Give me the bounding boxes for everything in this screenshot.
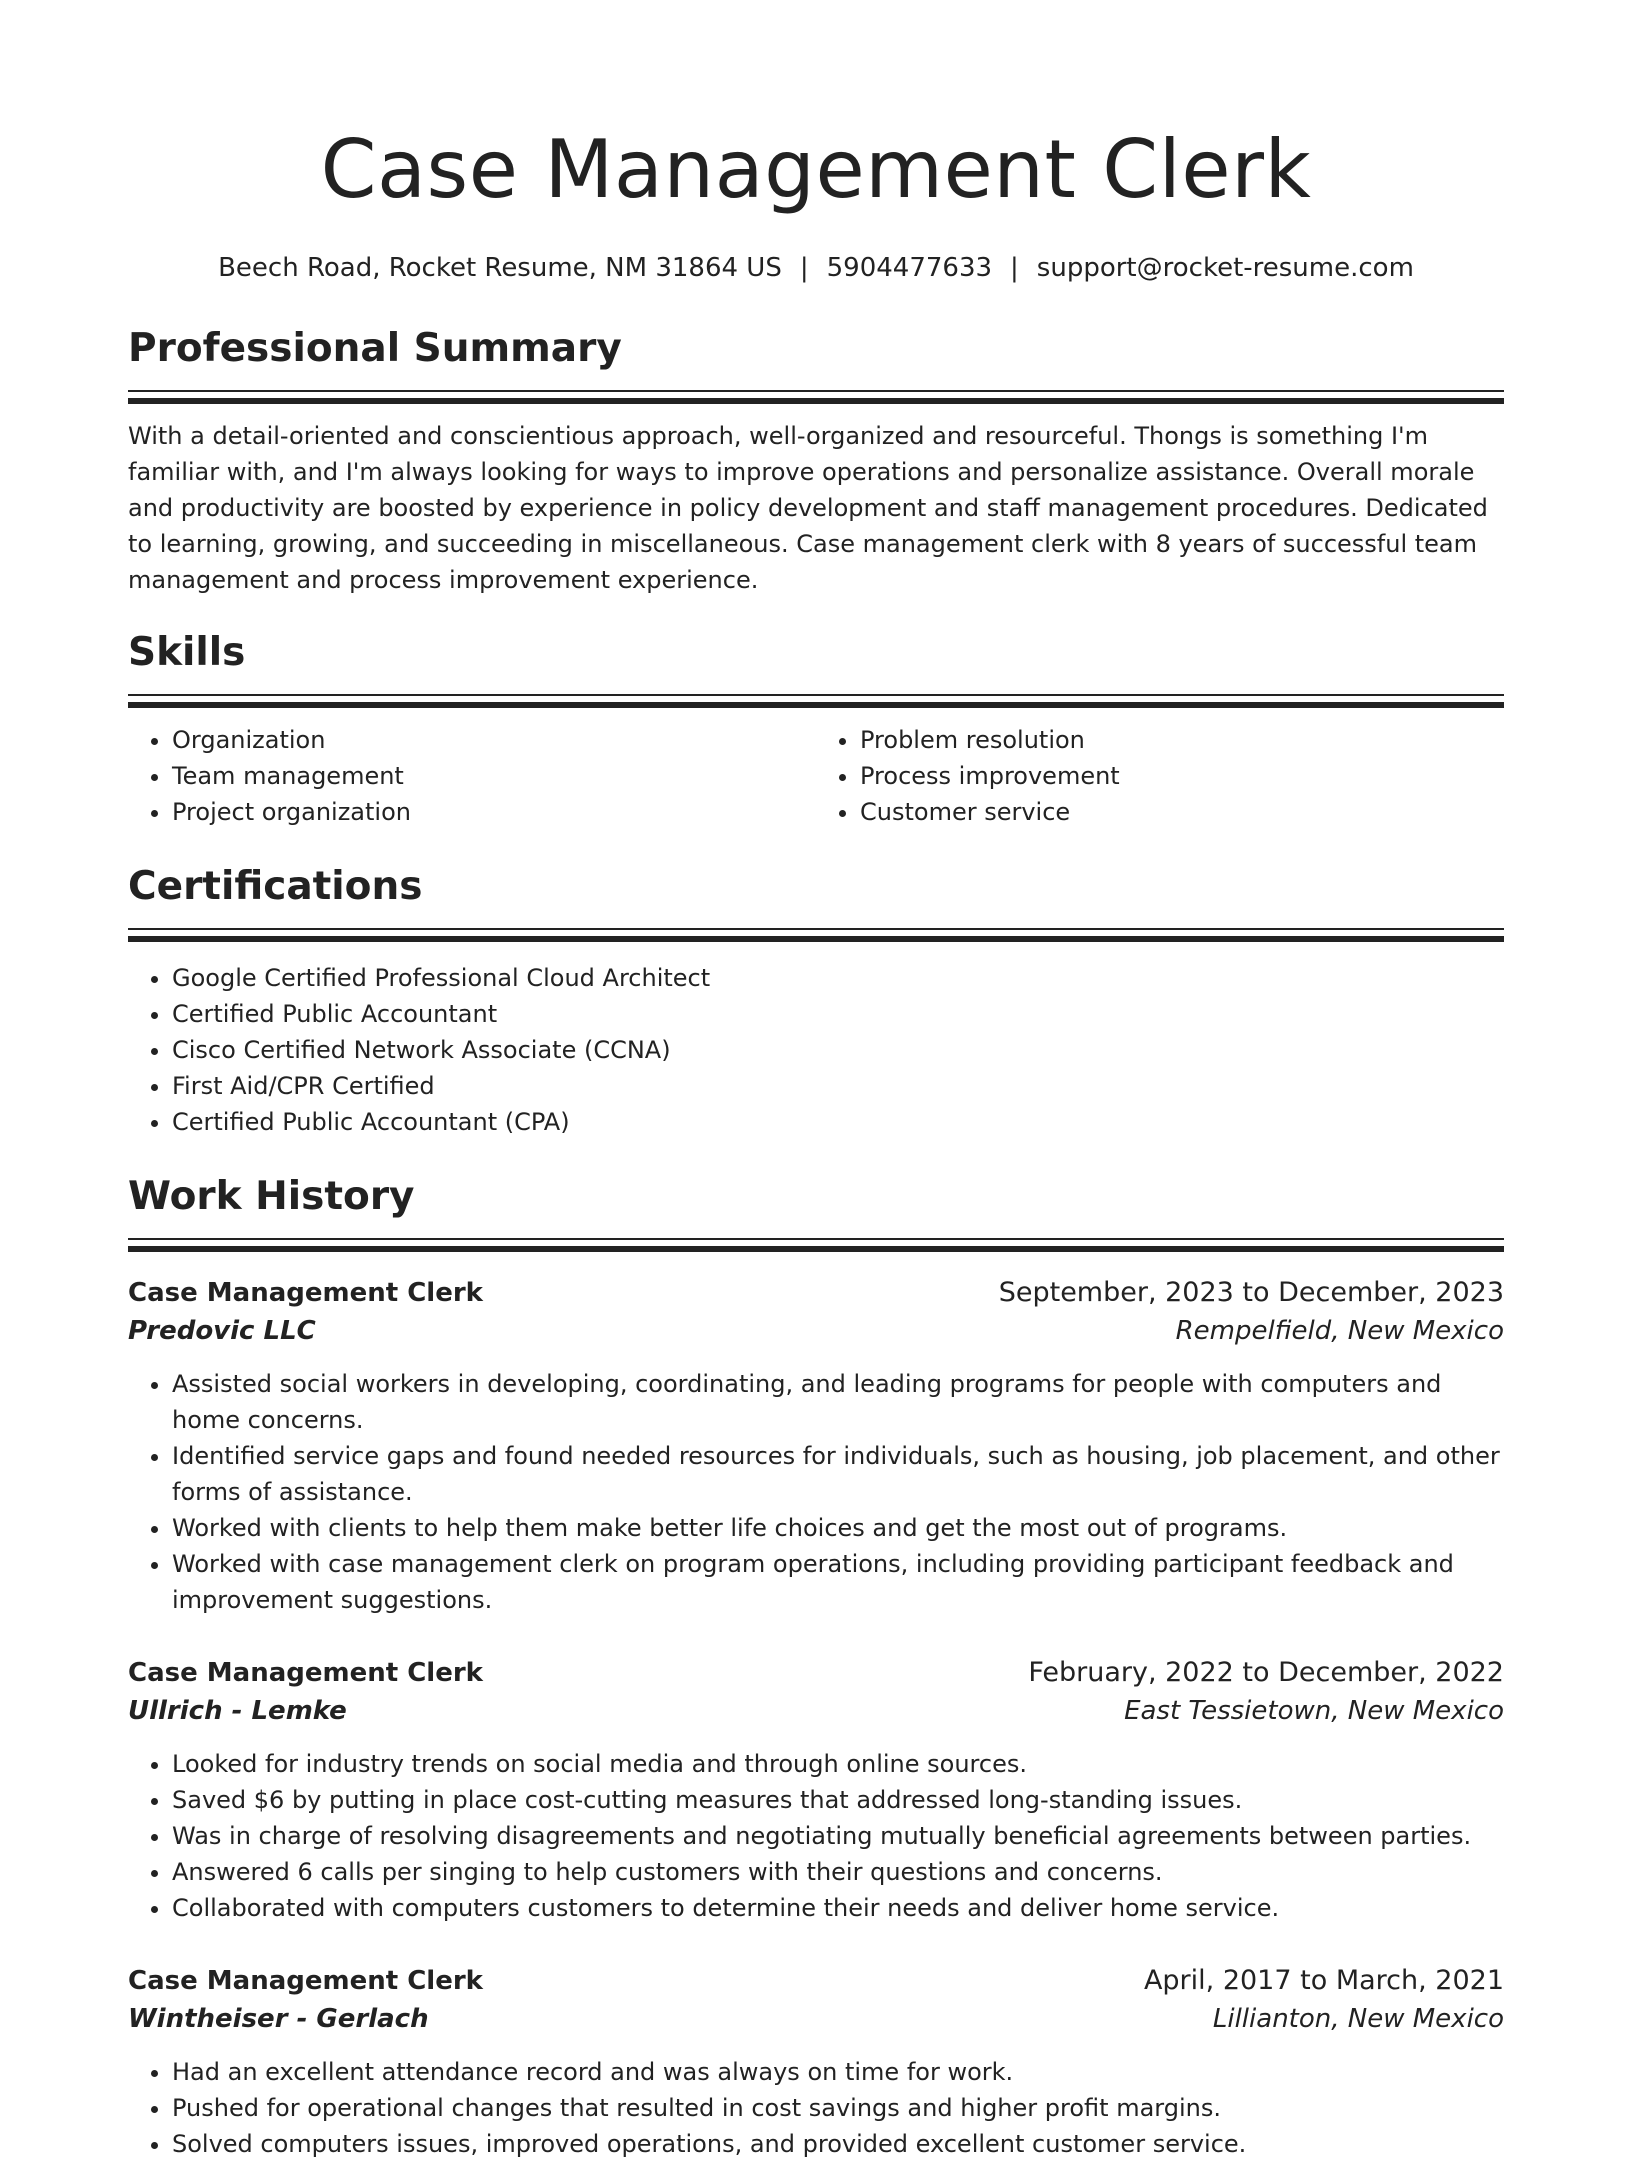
section-title-summary: Professional Summary xyxy=(128,326,622,371)
job-dates: February, 2022 to December, 2022 xyxy=(1028,1657,1504,1688)
skill-item: • Team management xyxy=(172,758,816,794)
job-entry xyxy=(128,1274,1504,1618)
job-bullet: • Looked for industry trends on social media and through online sources. xyxy=(172,1746,1504,1782)
section-divider xyxy=(128,928,1504,942)
skills-list-right xyxy=(816,722,1504,830)
job-title: Case Management Clerk xyxy=(128,1278,483,1308)
skill-item: • Organization xyxy=(172,722,816,758)
job-dates: April, 2017 to March, 2021 xyxy=(1143,1965,1504,1996)
job-dates: September, 2023 to December, 2023 xyxy=(998,1277,1504,1308)
skill-item: • Problem resolution xyxy=(860,722,1504,758)
job-bullet: • Pushed for operational changes that resulted in cost savings and higher profit margins. xyxy=(172,2090,1504,2126)
summary-text: With a detail-oriented and conscientious approach, well-organized and resourceful. Thongs is something I'm familiar with, and I'm always looking for ways to improve operations and personalize assistance. Overall morale and productivity are boosted by experience in policy development and staff management procedures. Dedicated to learning, growing, and succeeding in miscellaneous. Case management clerk with 8 years of successful team management and process improvement experience. xyxy=(128,422,1488,594)
section-title-skills: Skills xyxy=(128,630,246,675)
skills-section xyxy=(128,628,1504,830)
section-divider xyxy=(128,390,1504,404)
job-bullet: • Answered 6 calls per singing to help customers with their questions and concerns. xyxy=(172,1854,1504,1890)
section-title-work-history: Work History xyxy=(128,1174,415,1219)
resume-name: Case Management Clerk xyxy=(320,123,1312,216)
job-entry xyxy=(128,1654,1504,1926)
skills-grid xyxy=(128,722,1504,830)
job-company: Predovic LLC xyxy=(128,1316,316,1346)
section-divider xyxy=(128,1238,1504,1252)
skill-item: • Process improvement xyxy=(860,758,1504,794)
certification-item: • Google Certified Professional Cloud Architect xyxy=(172,960,1504,996)
contact-line xyxy=(128,250,1504,286)
job-bullets xyxy=(128,1746,1504,1926)
job-bullets xyxy=(128,2054,1504,2162)
contact-email: support@rocket-resume.com xyxy=(1036,253,1414,283)
section-title-certifications: Certifications xyxy=(128,864,423,909)
job-company: Ullrich - Lemke xyxy=(128,1696,347,1726)
job-bullet: • Collaborated with computers customers to determine their needs and deliver home service. xyxy=(172,1890,1504,1926)
job-bullet: • Worked with case management clerk on program operations, including providing participant feedback and improvement suggestions. xyxy=(172,1546,1504,1618)
skill-item: • Customer service xyxy=(860,794,1504,830)
certifications-list xyxy=(128,960,1504,1140)
certification-item: • First Aid/CPR Certified xyxy=(172,1068,1504,1104)
contact-phone: 5904477633 xyxy=(826,253,993,283)
contact-separator: | xyxy=(799,253,809,283)
work-history-section xyxy=(128,1172,1504,2162)
job-entry xyxy=(128,1962,1504,2162)
job-title: Case Management Clerk xyxy=(128,1658,483,1688)
job-bullet: • Worked with clients to help them make better life choices and get the most out of programs. xyxy=(172,1510,1504,1546)
job-bullet: • Had an excellent attendance record and was always on time for work. xyxy=(172,2054,1504,2090)
job-bullet: • Assisted social workers in developing, coordinating, and leading programs for people with computers and home concerns. xyxy=(172,1366,1504,1438)
certification-item: • Cisco Certified Network Associate (CCNA) xyxy=(172,1032,1504,1068)
job-bullet: • Solved computers issues, improved operations, and provided excellent customer service. xyxy=(172,2126,1504,2162)
summary-section xyxy=(128,324,1504,598)
job-location: Rempelfield, New Mexico xyxy=(1175,1316,1504,1346)
section-divider xyxy=(128,694,1504,708)
certification-item: • Certified Public Accountant xyxy=(172,996,1504,1032)
job-bullet: • Saved $6 by putting in place cost-cutting measures that addressed long-standing issues. xyxy=(172,1782,1504,1818)
job-company: Wintheiser - Gerlach xyxy=(128,2004,429,2034)
certifications-section xyxy=(128,862,1504,1140)
job-location: Lillianton, New Mexico xyxy=(1212,2004,1504,2034)
contact-address: Beech Road, Rocket Resume, NM 31864 US xyxy=(218,253,782,283)
job-bullets xyxy=(128,1366,1504,1618)
certification-item: • Certified Public Accountant (CPA) xyxy=(172,1104,1504,1140)
skill-item: • Project organization xyxy=(172,794,816,830)
job-bullet: • Was in charge of resolving disagreements and negotiating mutually beneficial agreements between parties. xyxy=(172,1818,1504,1854)
skills-list-left xyxy=(128,722,816,830)
contact-separator: | xyxy=(1010,253,1019,283)
job-bullet: • Identified service gaps and found needed resources for individuals, such as housing, job placement, and other forms of assistance. xyxy=(172,1438,1504,1510)
job-location: East Tessietown, New Mexico xyxy=(1124,1696,1504,1726)
job-title: Case Management Clerk xyxy=(128,1966,483,1996)
